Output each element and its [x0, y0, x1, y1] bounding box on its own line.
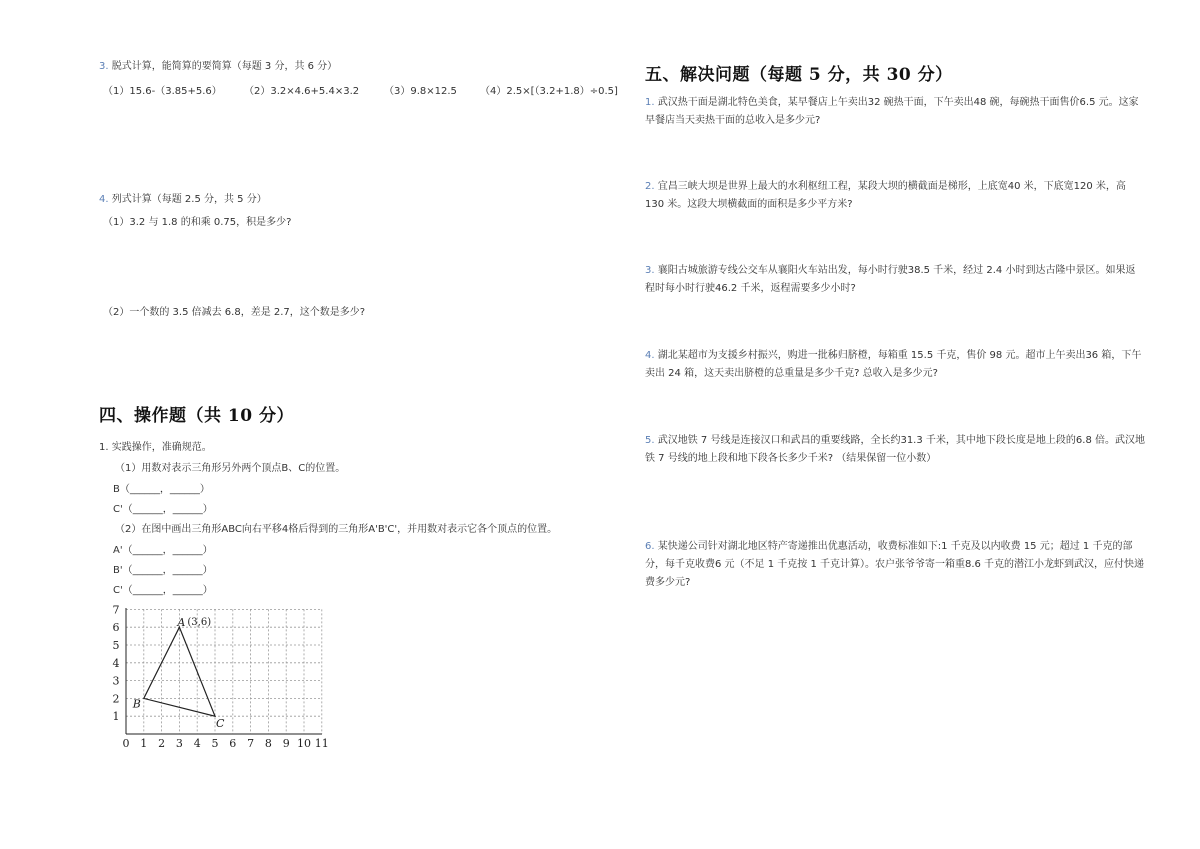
x-tick-label: 0	[122, 737, 130, 750]
problem-text: 武汉热干面是湖北特色美食，某早餐店上午卖出32 碗热干面，下午卖出48 碗，每碗热干面售价6.5 元。这家早餐店当天卖热干面的总收入是多少元?	[645, 97, 1139, 126]
q4-title-text: 列式计算（每题 2.5 分，共 5 分）	[111, 194, 267, 205]
y-tick-label: 6	[112, 621, 120, 635]
y-tick-label: 1	[112, 710, 120, 724]
problem-text: 宜昌三峡大坝是世界上最大的水利枢纽工程，某段大坝的横截面是梯形，上底宽40 米，下底宽120 米，高 130 米。这段大坝横截面的面积是多少平方米?	[645, 181, 1126, 210]
b2-answer-line: B'（______，______）	[113, 565, 213, 576]
problem-1	[645, 94, 1145, 130]
problem-number: 2.	[645, 181, 655, 192]
q3-item-3: （3）9.8×12.5	[384, 86, 457, 97]
x-tick-label: 9	[282, 737, 290, 750]
y-tick-labels	[113, 603, 120, 723]
section5-heading: 五、解决问题（每题 5 分，共 30 分）	[645, 65, 953, 85]
q3-item-4: （4）2.5×[（3.2+1.8）÷0.5]	[480, 86, 618, 97]
x-tick-labels	[123, 737, 329, 750]
problem-number: 6.	[645, 541, 655, 552]
x-tick-label: 5	[211, 737, 219, 750]
coordinate-grid	[108, 598, 338, 754]
problem-number: 4.	[645, 350, 655, 361]
problem-text: 武汉地铁 7 号线是连接汉口和武昌的重要线路，全长约31.3 千米，其中地下段长度是地上段的6.8 倍。武汉地铁 7 号线的地上段和地下段各长多少千米? （结果保留一位小数）	[645, 435, 1145, 464]
y-tick-label: 5	[112, 639, 120, 652]
problem-number: 3.	[645, 265, 655, 276]
c2-answer-line: C'（______，______）	[113, 585, 213, 596]
s4-sub2: （2）在图中画出三角形ABC向右平移4格后得到的三角形A'B'C'，并用数对表示它各个顶点的位置。	[115, 524, 558, 535]
q3-title-text: 脱式计算，能简算的要简算（每题 3 分，共 6 分）	[111, 61, 338, 72]
problem-text: 湖北某超市为支援乡村振兴，购进一批秭归脐橙，每箱重 15.5 千克，售价 98 元。超市上午卖出36 箱，下午卖出 24 箱，这天卖出脐橙的总重量是多少千克? 总收入是多少元?	[645, 350, 1142, 379]
problem-text: 襄阳古城旅游专线公交车从襄阳火车站出发，每小时行驶38.5 千米，经过 2.4 小时到达古隆中景区。如果返程时每小时行驶46.2 千米，返程需要多少小时?	[645, 265, 1136, 294]
x-tick-label: 8	[264, 737, 272, 750]
problem-number: 1.	[645, 97, 655, 108]
q3-number: 3.	[99, 61, 109, 72]
vertex-a-coord: (3,6)	[187, 617, 212, 629]
x-tick-label: 1	[140, 737, 148, 750]
y-tick-label: 4	[112, 656, 120, 670]
x-tick-label: 4	[193, 737, 201, 750]
problem-text: 某快递公司针对湖北地区特产寄递推出优惠活动，收费标准如下:1 千克及以内收费 15 元；超过 1 千克的部分，每千克收费6 元（不足 1 千克按 1 千克计算）。农户张爷爷寄一箱重8.6 千克的潜江小龙虾到武汉，应付快递费多少元?	[645, 541, 1145, 588]
x-tick-label: 11	[314, 737, 329, 750]
q4-sub1: （1）3.2 与 1.8 的和乘 0.75，积是多少?	[103, 217, 292, 228]
b-answer-line: B（______，______）	[113, 484, 210, 495]
x-tick-label: 7	[247, 737, 255, 750]
grid-lines	[126, 609, 322, 734]
problem-2	[645, 178, 1145, 214]
vertex-a-label: A	[177, 616, 186, 630]
x-tick-label: 6	[229, 737, 237, 750]
x-tick-label: 10	[297, 737, 311, 750]
q4-title	[99, 190, 267, 205]
y-tick-label: 3	[112, 674, 120, 688]
s4-q1-title: 1. 实践操作，准确规范。	[99, 442, 212, 453]
problem-3	[645, 262, 1145, 298]
q3-item-1: （1）15.6-（3.85+5.6）	[103, 86, 222, 97]
q4-number: 4.	[99, 194, 109, 205]
q3-title	[99, 57, 337, 72]
s4-sub1: （1）用数对表示三角形另外两个顶点B、C的位置。	[115, 463, 346, 474]
x-tick-label: 2	[158, 737, 166, 750]
problem-5	[645, 432, 1145, 468]
vertex-c-label: C	[216, 717, 225, 731]
y-tick-label: 2	[112, 692, 120, 706]
q4-sub2: （2）一个数的 3.5 倍减去 6.8，差是 2.7，这个数是多少?	[103, 307, 366, 318]
problem-4	[645, 347, 1145, 383]
problem-number: 5.	[645, 435, 655, 446]
x-tick-label: 3	[175, 737, 183, 750]
y-tick-label: 7	[112, 603, 120, 617]
c-answer-line: C'（______，______）	[113, 504, 213, 515]
q3-item-2: （2）3.2×4.6+5.4×3.2	[244, 86, 360, 97]
a2-answer-line: A'（______，______）	[113, 545, 213, 556]
section4-heading: 四、操作题（共 10 分）	[99, 406, 294, 426]
problem-6	[645, 538, 1145, 592]
vertex-b-label: B	[132, 697, 141, 711]
